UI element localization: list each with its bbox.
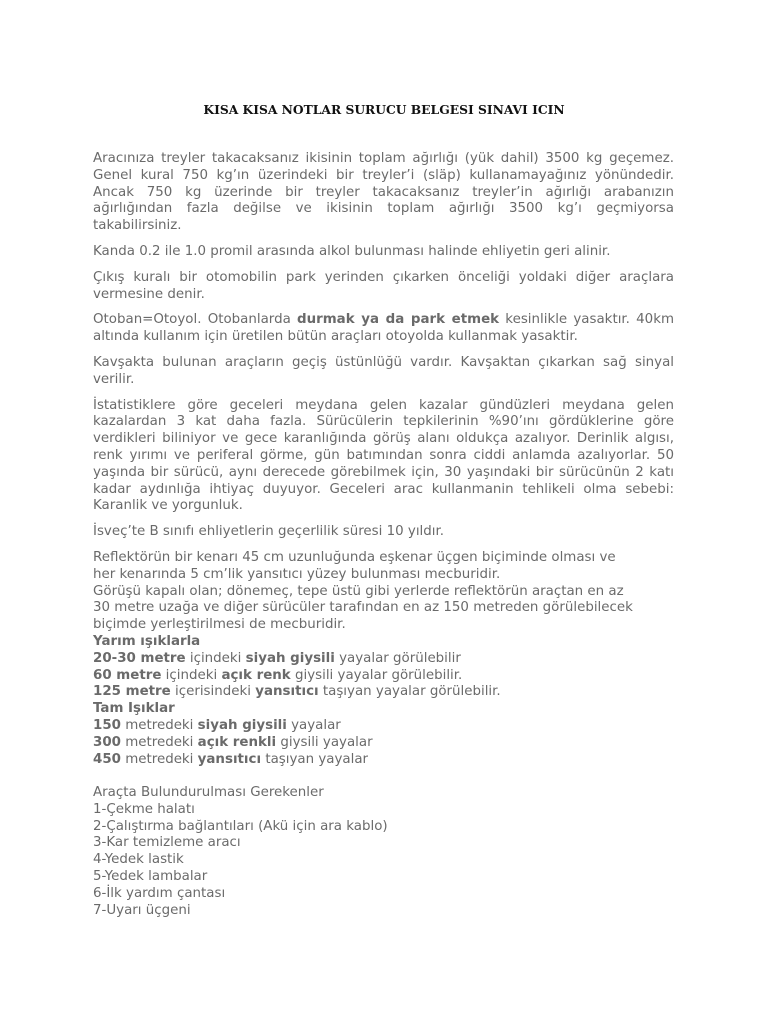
suffix: giysili yayalar görülebilir. [290,667,463,683]
motorway-bold-phrase: durmak ya da park etmek [297,312,500,328]
paragraph-alcohol: Kanda 0.2 ile 1.0 promil arasında alkol bulunması halinde ehliyetin geri alinir. [93,243,611,259]
connector: metredeki [120,734,198,750]
full-lights-heading [93,701,674,718]
blank-line [93,768,674,785]
document-body [93,151,674,919]
clothing: yansıtıcı [255,684,319,700]
suffix: taşıyan yayalar görülebilir. [318,684,501,700]
paragraph-licence-validity: İsveç’te B sınıfı ehliyetlerin geçerlilik süresi 10 yıldır. [93,524,445,540]
reflector-line-4: 30 metre uzağa ve diğer sürücüler tarafından en az 150 metreden görülebilecek [93,600,633,616]
paragraph-junction: Kavşakta bulunan araçların geçiş üstünlüğü vardır. Kavşaktan çıkarkan sağ sinyal verilir. [93,354,674,387]
distance: 125 metre [93,684,171,700]
reflector-line-5: biçimde yerleştirilmesi de mecburidir. [93,617,346,633]
clothing: açık renk [221,667,291,683]
motorway-text-end: kesinlikle yasaktır. 40km altında kullanım için üretilen bütün araçları otoyolda kullanmak yasaktir. [93,312,675,345]
clothing: siyah giysili [245,650,335,666]
paragraph-motorway [93,312,674,346]
required-item: 2-Çalıştırma bağlantıları (Akü için ara kablo) [93,818,388,834]
required-item: 5-Yedek lambalar [93,869,208,885]
paragraph-trailer: Aracınıza treyler takacaksanız ikisinin toplam ağırlığı (yük dahil) 3500 kg geçemez. Genel kural 750 kg’ın üzerindeki bir treyler’i (släp) kullanamayağınız yönündedir. Ancak 750 kg üzerinde bir treyler takacaksanız treyler’in ağırlığı arabanızın ağırlığından fazla değilse ve ikisinin toplam ağırlığı 3500 kg’ı geçmiyorsa takabilirsiniz. [93,151,674,234]
connector: metredeki [120,717,198,733]
required-items-heading: Araçta Bulundurulması Gerekenler [93,785,324,801]
clothing: yansıtıcı [197,751,262,767]
full-lights-row [93,752,674,769]
paragraph-exit-rule: Çıkış kuralı bir otomobilin park yerinden çıkarken önceliği yoldaki diğer araçlara vermesine denir. [93,269,674,302]
full-lights-row [93,718,674,735]
document-title: KISA KISA NOTLAR SURUCU BELGESI SINAVI ICIN [203,102,565,117]
required-item: 3-Kar temizleme aracı [93,835,241,851]
suffix: taşıyan yayalar [261,751,369,767]
half-lights-row [93,684,674,701]
suffix: giysili yayalar [276,734,373,750]
connector: metredeki [120,751,198,767]
required-item: 7-Uyarı üçgeni [93,902,191,918]
paragraph-night-statistics: İstatistiklere göre geceleri meydana gelen kazalar gündüzleri meydana gelen kazalardan 3 kat daha fazla. Sürücülerin tepkilerinin %90’ını gördüklerine göre verdikleri biliniyor ve gece karanlığında görüş alanı oldukça azalıyor. Derinlik algısı, renk yırımı ve periferal görme, gün batımından sonra ciddi anlamda azalıyorlar. 50 yaşında bir sürücü, aynı derecede görebilmek için, 30 yaşındaki bir sürücünün 2 katı kadar aydınlığa ihtiyaç duyuyor. Geceleri arac kullanmanin tehlikeli olma sebebi: Karanlik ve yorgunluk. [93,397,674,514]
motorway-text-start: Otoban=Otoyol. Otobanlarda [93,312,297,328]
connector: içerisindeki [170,684,256,700]
reflector-line-3: Görüşü kapalı olan; dönemeç, tepe üstü gibi yerlerde reflektörün araçtan en az [93,583,624,599]
full-lights-heading-text: Tam Işıklar [93,701,175,717]
full-lights-row [93,735,674,752]
clothing: siyah giysili [197,717,287,733]
clothing: açık renkli [197,734,277,750]
distance: 150 [93,717,121,733]
reflector-line-1: Reflektörün bir kenarı 45 cm uzunluğunda eşkenar üçgen biçiminde olması ve [93,549,616,565]
half-lights-heading [93,634,674,651]
reflector-and-lights-section [93,550,674,920]
half-lights-row [93,668,674,685]
distance: 20-30 metre [93,650,186,666]
required-item: 1-Çekme halatı [93,801,195,817]
suffix: yayalar görülebilir [334,650,461,666]
distance: 60 metre [93,667,162,683]
distance: 450 [93,751,121,767]
suffix: yayalar [286,717,341,733]
required-item: 4-Yedek lastik [93,852,184,868]
required-item: 6-İlk yardım çantası [93,885,226,901]
half-lights-row [93,651,674,668]
distance: 300 [93,734,121,750]
connector: içindeki [185,650,246,666]
connector: içindeki [161,667,222,683]
half-lights-heading-text: Yarım ışıklarla [93,633,201,649]
reflector-line-2: her kenarında 5 cm’lik yansıtıcı yüzey bulunması mecburidir. [93,566,501,582]
